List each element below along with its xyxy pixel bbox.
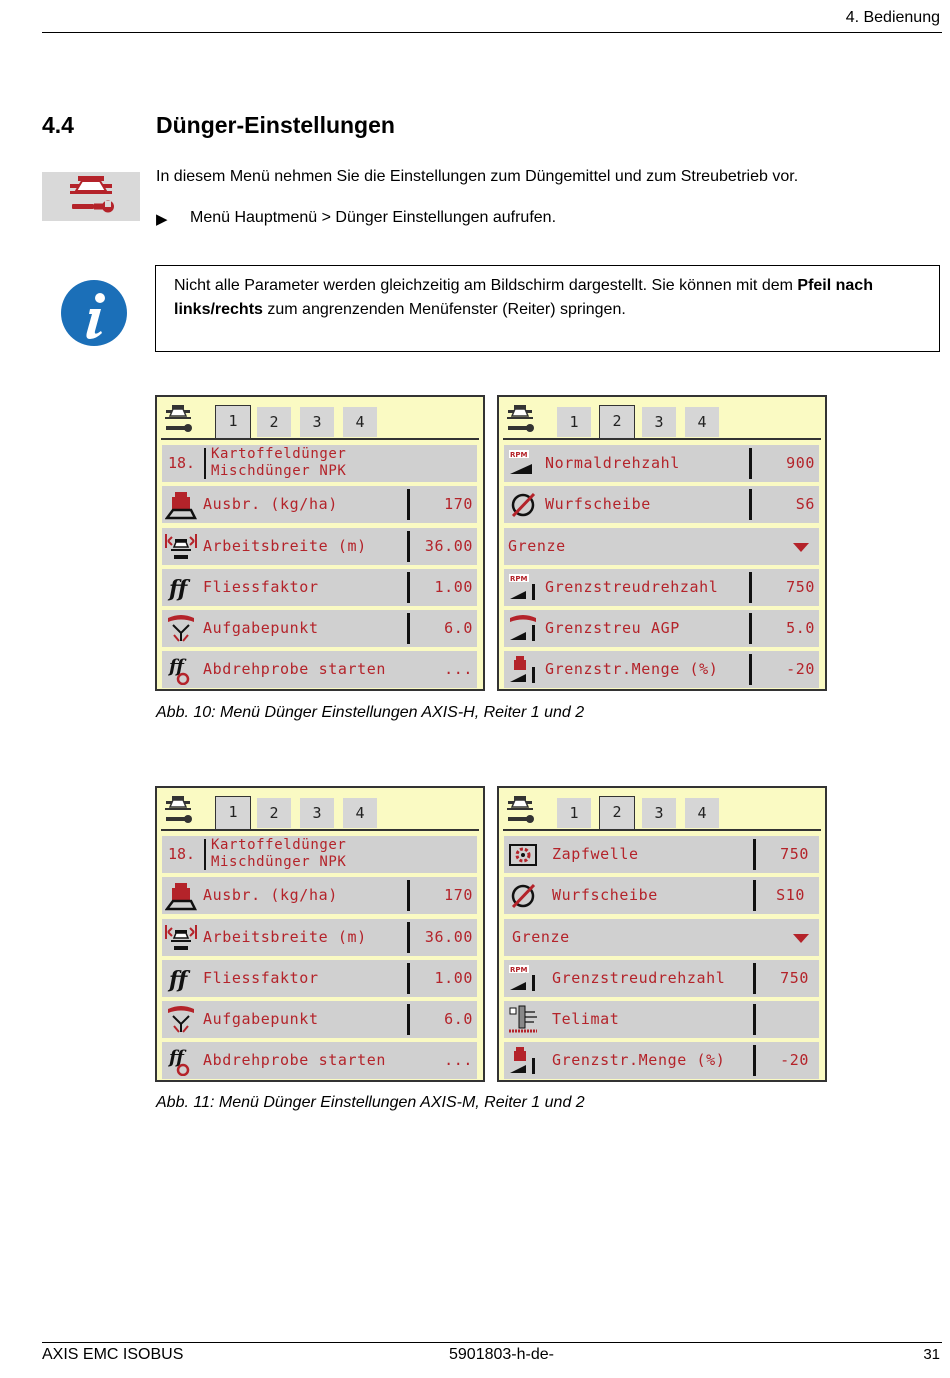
telimat-row[interactable]: Telimat (504, 1001, 819, 1038)
tab-3[interactable]: 3 (300, 407, 334, 437)
tab-4[interactable]: 4 (685, 407, 719, 437)
spreading-disc-icon (507, 489, 539, 520)
spreader-wrench-icon (163, 403, 193, 437)
fertilizer-number: 18. (168, 454, 196, 472)
spreading-disc-row[interactable]: Wurfscheibe S10 (504, 877, 819, 914)
border-rpm-row[interactable]: RPM Grenzstreudrehzahl 750 (504, 960, 819, 997)
tab-4[interactable]: 4 (343, 407, 377, 437)
calibration-test-row[interactable]: ff Abdrehprobe starten ... (162, 651, 477, 688)
tab-1[interactable]: 1 (215, 405, 251, 438)
spreader-wrench-icon (505, 794, 535, 828)
pto-row[interactable]: Zapfwelle 750 (504, 836, 819, 873)
svg-text:ff: ff (169, 656, 184, 677)
working-width-icon (165, 922, 197, 953)
flow-factor-icon (165, 963, 197, 994)
page-number: 31 (923, 1346, 940, 1363)
border-quantity-icon (507, 1045, 539, 1076)
border-select-row[interactable]: Grenze (504, 919, 819, 956)
border-agp-row[interactable]: Grenzstreu AGP 5.0 (504, 610, 819, 647)
border-quantity-row[interactable]: Grenzstr.Menge (%) -20 (504, 651, 819, 688)
intro-text: In diesem Menü nehmen Sie die Einstellungen zum Düngemittel und zum Streubetrieb vor. (156, 168, 799, 185)
footer-doc-number: 5901803-h-de- (449, 1346, 554, 1363)
section-number: 4.4 (42, 112, 74, 138)
tab-2[interactable]: 2 (257, 798, 291, 828)
application-rate-row[interactable]: Ausbr. (kg/ha) 170 (162, 877, 477, 914)
tab-divider (161, 438, 479, 440)
working-width-row[interactable]: Arbeitsbreite (m) 36.00 (162, 528, 477, 565)
fertilizer-number: 18. (168, 845, 196, 863)
step-text: Menü Hauptmenü > Dünger Einstellungen aufrufen. (190, 209, 557, 226)
calibration-icon (165, 654, 197, 685)
tab-3[interactable]: 3 (642, 798, 676, 828)
tab-4[interactable]: 4 (343, 798, 377, 828)
fertilizer-select-row[interactable] (162, 445, 477, 482)
svg-text:RPM: RPM (510, 451, 528, 459)
svg-text:ff: ff (169, 576, 188, 602)
working-width-row[interactable]: Arbeitsbreite (m) 36.00 (162, 919, 477, 956)
tab-divider (161, 829, 479, 831)
normal-rpm-row[interactable]: RPM Normaldrehzahl 900 (504, 445, 819, 482)
fertilizer-menu-icon (42, 172, 140, 221)
working-width-icon (165, 531, 197, 562)
dropdown-arrow-icon[interactable] (793, 934, 809, 943)
pto-icon (507, 839, 539, 870)
flow-factor-row[interactable]: ff Fliessfaktor 1.00 (162, 569, 477, 606)
tab-4[interactable]: 4 (685, 798, 719, 828)
section-title: Dünger-Einstellungen (156, 112, 395, 138)
terminal-screen-h-tab2 (497, 395, 827, 691)
tab-2[interactable]: 2 (599, 405, 635, 438)
border-select-row[interactable]: Grenze (504, 528, 819, 565)
svg-text:RPM: RPM (510, 966, 528, 974)
figure-caption-10: Abb. 10: Menü Dünger Einstellungen AXIS-H, Reiter 1 und 2 (156, 704, 585, 721)
svg-text:ff: ff (169, 1047, 184, 1068)
tab-3[interactable]: 3 (642, 407, 676, 437)
drop-point-icon (165, 613, 197, 644)
weight-icon (165, 880, 197, 911)
application-rate-row[interactable]: Ausbr. (kg/ha) 170 (162, 486, 477, 523)
drop-point-icon (165, 1004, 197, 1035)
info-icon (60, 279, 128, 347)
terminal-screen-m-tab2 (497, 786, 827, 1082)
note-text: Nicht alle Parameter werden gleichzeitig am Bildschirm dargestellt. Sie können mit dem Pfeil nach links/rechts zum angrenzenden Menüfenster (Reiter) springen. (174, 277, 873, 318)
tab-2[interactable]: 2 (257, 407, 291, 437)
chapter-header: 4. Bedienung (845, 9, 940, 26)
drop-point-row[interactable]: Aufgabepunkt 6.0 (162, 1001, 477, 1038)
flow-factor-row[interactable]: ff Fliessfaktor 1.00 (162, 960, 477, 997)
note-bold: Pfeil nach links/rechts (174, 277, 873, 318)
spreader-wrench-icon (505, 403, 535, 437)
tab-1[interactable]: 1 (557, 798, 591, 828)
fertilizer-name: Kartoffeldünger Mischdünger NPK (211, 837, 347, 870)
flow-factor-icon (165, 572, 197, 603)
fertilizer-name: Kartoffeldünger Mischdünger NPK (211, 446, 347, 479)
border-rpm-row[interactable]: RPM Grenzstreudrehzahl 750 (504, 569, 819, 606)
border-quantity-icon (507, 654, 539, 685)
rpm-icon (507, 448, 539, 479)
telimat-icon (507, 1004, 539, 1035)
tab-3[interactable]: 3 (300, 798, 334, 828)
weight-icon (165, 489, 197, 520)
border-quantity-row[interactable]: Grenzstr.Menge (%) -20 (504, 1042, 819, 1079)
border-agp-icon (507, 613, 539, 644)
drop-point-row[interactable]: Aufgabepunkt 6.0 (162, 610, 477, 647)
terminal-screen-m-tab1 (155, 786, 485, 1082)
header-rule (42, 32, 942, 33)
svg-text:RPM: RPM (510, 575, 528, 583)
tab-1[interactable]: 1 (557, 407, 591, 437)
svg-text:ff: ff (169, 967, 188, 993)
calibration-icon (165, 1045, 197, 1076)
calibration-test-row[interactable]: ff Abdrehprobe starten ... (162, 1042, 477, 1079)
tab-2[interactable]: 2 (599, 796, 635, 829)
fertilizer-select-row[interactable] (162, 836, 477, 873)
border-rpm-icon (507, 572, 539, 603)
footer-rule (42, 1342, 942, 1343)
footer-product: AXIS EMC ISOBUS (42, 1346, 184, 1363)
figure-caption-11: Abb. 11: Menü Dünger Einstellungen AXIS-M, Reiter 1 und 2 (156, 1094, 585, 1111)
tab-1[interactable]: 1 (215, 796, 251, 829)
spreading-disc-icon (507, 880, 539, 911)
dropdown-arrow-icon[interactable] (793, 543, 809, 552)
terminal-screen-h-tab1 (155, 395, 485, 691)
spreading-disc-row[interactable]: Wurfscheibe S6 (504, 486, 819, 523)
tab-divider (503, 438, 821, 440)
tab-divider (503, 829, 821, 831)
step-arrow-icon: ▶ (156, 211, 168, 228)
spreader-wrench-icon (163, 794, 193, 828)
border-rpm-icon (507, 963, 539, 994)
